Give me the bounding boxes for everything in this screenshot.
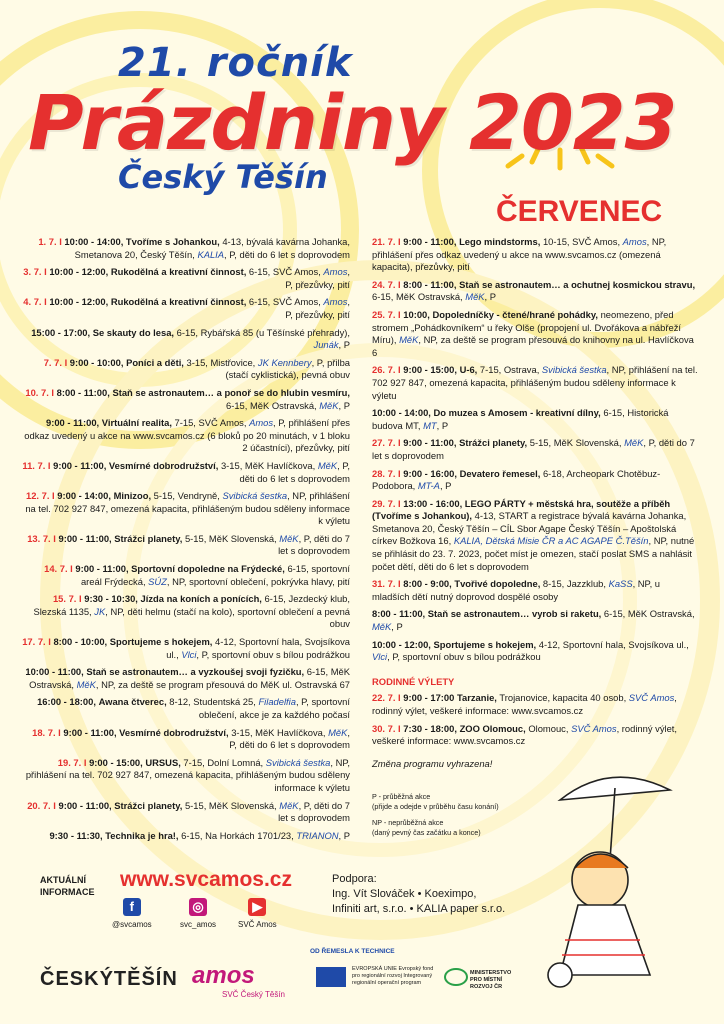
- event-name: Technika je hra!,: [105, 829, 179, 841]
- event-name: Staň se astronautem… a vyzkoušej svoji fyzičku,: [86, 666, 305, 678]
- event-tail: , NP, přihlášení na tel. 702 927 847, omezená kapacita, přihlášeným budou sděleny informace k výletu: [372, 364, 698, 401]
- event-desc: 6-15, MěK Ostravská,: [29, 666, 350, 690]
- event-time: 9:00 - 17:00: [403, 692, 455, 704]
- event-time: 9:00 - 11:00,: [403, 236, 457, 247]
- event-organizer: Amos: [323, 266, 348, 278]
- event-time: 15:00 - 17:00,: [31, 326, 91, 338]
- event-name: Sportujeme s hokejem,: [433, 638, 537, 650]
- event-extra: přihlášení přes odkaz uvedený u akce na www.svcamos.cz (6 bloků po 20 minutách, v 1 bloku 2 účastníci), přezůvky, pití: [24, 417, 350, 454]
- page-title: Prázdniny 2023: [28, 78, 677, 167]
- event-organizer: Vlci: [372, 651, 388, 663]
- event-item: [372, 279, 698, 304]
- facebook-link[interactable]: [112, 898, 152, 929]
- event-time: 9:00 - 11:00,: [58, 799, 112, 811]
- event-time: 8:00 - 11:00,: [56, 386, 110, 398]
- event-desc: 3-15, MěK Havlíčkova,: [231, 726, 326, 738]
- event-name: Dopoledníčky - čtené/hrané pohádky,: [432, 308, 598, 320]
- event-tail: , P: [484, 291, 497, 303]
- event-tail: , rodinný výlet, veškeré informace: www.svcamos.cz: [372, 692, 677, 716]
- event-desc: 8-12, Studentská 25,: [169, 696, 256, 708]
- event-time: 10:00 - 14:00,: [372, 407, 431, 419]
- event-extra: přilba (stačí cyklistická), pevná obuv: [225, 356, 350, 381]
- event-tail: , P, děti do 6 let s doprovodem: [239, 459, 350, 484]
- event-extra: sportovní oblečení a pevná obuv: [237, 605, 350, 630]
- event-item: [22, 236, 350, 261]
- sponsors: [332, 872, 505, 917]
- event-desc: 6-15, Historická budova MT,: [372, 407, 669, 431]
- event-desc: 6-15, SVČ Amos,: [248, 296, 321, 308]
- sponsors-label: Podpora:: [332, 873, 377, 885]
- event-organizer: MěK: [279, 532, 299, 544]
- event-date: 19. 7. I: [57, 756, 87, 768]
- event-item: [22, 327, 350, 352]
- event-item: [22, 417, 350, 455]
- event-date: 1. 7. I: [38, 236, 62, 247]
- event-item: [22, 387, 350, 412]
- event-date: 24. 7. I: [372, 278, 401, 290]
- event-name: Rukodělná a kreativní činnost,: [110, 266, 247, 278]
- event-tail: , P: [338, 829, 350, 841]
- event-name: Do muzea s Amosem - kreativní dílny,: [433, 407, 601, 419]
- event-time: 16:00 - 18:00,: [37, 696, 96, 708]
- event-name: Strážci planety,: [459, 437, 528, 449]
- event-item: [372, 437, 698, 462]
- event-extra: děti do 7 let s doprovodem: [278, 532, 350, 557]
- event-name: Sportovní dopoledne na Frýdecké,: [131, 563, 285, 575]
- event-desc: 4-12, Sportovní hala, Svojsíkova ul.,: [538, 638, 689, 650]
- event-extra: do MěK ul. Ostravská 67: [247, 678, 350, 690]
- event-name: Tvořivé dopoledne,: [454, 578, 541, 590]
- event-desc: 5-15, MěK Slovenská,: [184, 532, 277, 544]
- event-date: 17. 7. I: [22, 636, 51, 648]
- event-tail: , P,: [224, 248, 237, 260]
- event-date: 25. 7. I: [372, 308, 401, 320]
- event-organizer: JK Kennbery: [257, 356, 312, 368]
- event-tail: , rodinný výlet, veškeré informace: www.svcamos.cz: [372, 722, 678, 747]
- event-organizer: SÚZ: [148, 575, 167, 587]
- event-date: 27. 7. I: [372, 437, 401, 449]
- event-name: Se skauty do lesa,: [92, 326, 175, 338]
- event-desc: neomezeno, před stromem „Pohádkovníkem“ u řeky Olše (propojení ul. Dvořákova a nábřeží Míru),: [372, 308, 681, 346]
- left-event-list: [22, 236, 350, 847]
- event-organizer: TRIANON: [296, 829, 339, 841]
- event-tail: , P: [436, 419, 449, 431]
- event-time: 9:00 - 11:00,: [75, 563, 129, 575]
- event-extra: děti do 7 let s doprovodem: [278, 799, 350, 824]
- event-desc: 7-15, Ostrava,: [479, 364, 540, 376]
- event-tail: , NP, nutné se přihlásit do 23. 7. 2023, počet míst je omezen, stačí poslat SMS a nahlásit počet dětí, děti do 6 let s doprovodem: [372, 535, 695, 572]
- event-name: LEGO PÁRTY + městská hra, soutěže a příběh (Tvoříme s Johankou),: [372, 497, 671, 522]
- event-date: 15. 7. I: [52, 593, 82, 605]
- event-desc: 6-15, Na Horkách 1701/23,: [181, 829, 294, 841]
- event-tail: , P,: [295, 696, 309, 708]
- event-organizer: Svibická šestka: [541, 364, 607, 376]
- event-date: 13. 7. I: [27, 532, 56, 544]
- event-date: 14. 7. I: [44, 563, 73, 575]
- event-desc: 4-13, START a registrace bývalá kavárna Johanka, Smetanova 20, Český Těšín – CÍL Sbor Agape Český Těšín – Apoštolská církev Božkova 16,: [372, 510, 687, 547]
- event-tail: , P, přezůvky, pití: [285, 266, 350, 290]
- event-name: Poníci a děti,: [126, 356, 184, 368]
- event-name: Devatero řemesel,: [459, 467, 541, 479]
- event-time: 10:00 - 12:00,: [372, 638, 431, 650]
- event-tail: , NP, děti helmu (stačí na kolo),: [105, 605, 235, 617]
- event-item: [372, 578, 698, 603]
- event-name: Strážci planety,: [114, 799, 183, 811]
- event-item: [22, 800, 350, 825]
- event-name: Staň se astronautem… a ponoř se do hlubin vesmíru,: [112, 386, 350, 398]
- event-item: [22, 357, 350, 382]
- event-extra: sportovní oblečení, akce je za každého počasí: [198, 696, 350, 720]
- legend-np: NP - neprůběžná akce: [372, 818, 444, 827]
- event-desc: 4-13, bývalá kavárna Johanka, Smetanova 20, Český Těšín,: [74, 236, 350, 260]
- event-date: 10. 7. I: [25, 386, 55, 398]
- event-desc: 10-15, SVČ Amos,: [542, 236, 621, 247]
- event-organizer: Junák: [313, 339, 339, 351]
- eu-flag-icon: [316, 967, 346, 987]
- event-organizer: Svibická šestka: [222, 490, 288, 502]
- event-name: Strážci planety,: [114, 532, 183, 544]
- event-item: [22, 563, 350, 588]
- cesky-tesin-logo: ČESKÝTĚŠÍN: [40, 968, 178, 990]
- event-name: Virtuální realita,: [101, 417, 172, 429]
- facebook-icon: f: [123, 898, 141, 916]
- event-item: [22, 666, 350, 691]
- event-time: 9:00 - 11:00,: [63, 726, 117, 738]
- event-organizer: SVČ Amos: [571, 722, 617, 734]
- event-desc: 5-15, MěK Slovenská,: [184, 799, 277, 811]
- event-desc: 5-15, Vendryně,: [153, 490, 220, 502]
- event-name: Staň se astronautem… a ochutnej kosmickou stravu,: [459, 278, 696, 290]
- event-item: [22, 636, 350, 661]
- event-date: 31. 7. I: [372, 578, 401, 590]
- event-time: 10:00 - 12:00,: [49, 266, 109, 278]
- youtube-handle: SVČ Amos: [238, 920, 277, 929]
- event-time: 8:00 - 11:00,: [372, 608, 426, 620]
- event-date: 21. 7. I: [372, 236, 401, 247]
- event-name: URSUS,: [145, 756, 181, 768]
- event-time: 9:30 - 11:30,: [49, 829, 103, 841]
- event-tail: , P,: [273, 417, 286, 429]
- city-subtitle: Český Těšín: [118, 158, 328, 196]
- facebook-handle: @svcamos: [112, 920, 152, 929]
- event-organizer: MěK: [319, 399, 339, 411]
- right-event-list: [372, 236, 698, 770]
- event-time: 9:00 - 11:00,: [58, 532, 112, 544]
- event-item: [372, 723, 698, 748]
- event-tail: , P, děti do 7 let s doprovodem: [372, 437, 695, 461]
- amos-logo: [192, 962, 285, 999]
- event-item: [22, 830, 350, 843]
- event-desc: 4-12, Sportovní hala, Svojsíkova ul.,: [166, 636, 350, 660]
- event-organizer: KALIA: [197, 248, 225, 260]
- event-tail: , NP, přihlášení přes odkaz uvedený u akce na www.svcamos.cz (omezená kapacita), přezůvky, pití: [372, 236, 667, 273]
- event-time: 7:30 - 18:00,: [403, 722, 457, 734]
- event-date: 12. 7. I: [25, 490, 55, 502]
- amos-logo-sub: SVČ Český Těšín: [222, 990, 285, 999]
- event-desc: 6-15, SVČ Amos,: [248, 266, 321, 278]
- event-desc: 6-15, MěK Ostravská,: [372, 291, 463, 303]
- event-tail: , P, přezůvky, pití: [285, 296, 350, 320]
- event-item: [372, 608, 698, 633]
- event-time: 8:00 - 10:00,: [53, 636, 108, 648]
- instagram-link[interactable]: [180, 898, 216, 929]
- event-organizer: Filadelfia: [258, 696, 296, 708]
- event-time: 9:00 - 14:00,: [57, 490, 111, 502]
- event-time: 10:00 - 11:00,: [25, 666, 84, 678]
- event-item: [22, 533, 350, 558]
- legend: [372, 792, 552, 844]
- sponsors-line1: Ing. Vít Slováček • Koeximpo,: [332, 888, 477, 900]
- event-extra: sportovní oblečení, pokrývka hlavy, pití: [189, 575, 350, 587]
- event-organizer: KALIA, Dětská Misie ČR a AC AGAPE Č.Těšín: [453, 535, 649, 547]
- event-organizer: KaSS: [608, 578, 633, 590]
- event-tail: , NP, za deště se program přesouvá: [95, 678, 245, 690]
- month-heading: ČERVENEC: [496, 195, 663, 228]
- event-name: Jízda na koních a ponících,: [140, 593, 262, 605]
- event-desc: 6-15, sportovní areál Frýdecká,: [80, 563, 350, 587]
- event-tail: , P, děti do 6 let s doprovodem: [229, 726, 350, 751]
- event-organizer: MěK: [76, 678, 96, 690]
- event-item: [372, 236, 698, 274]
- event-date: 30. 7. I: [372, 722, 401, 734]
- event-item: [22, 757, 350, 795]
- event-desc: 6-15, Rybářská 85 (u Těšínské přehrady),: [176, 326, 350, 338]
- legend-p-note: (přijde a odejde v průběhu času konání): [372, 802, 499, 811]
- amos-logo-text: amos: [192, 962, 255, 989]
- event-desc: 7-15, SVČ Amos,: [174, 417, 247, 429]
- event-tail: , P,: [298, 799, 312, 811]
- event-desc: 6-15, MěK Ostravská,: [603, 608, 695, 620]
- event-name: Lego mindstorms,: [459, 236, 541, 247]
- event-item: [22, 696, 350, 721]
- youtube-icon: ▶: [248, 898, 266, 916]
- event-organizer: JK: [94, 605, 106, 617]
- event-item: [372, 692, 698, 717]
- event-name: Sportujeme s hokejem,: [109, 636, 213, 648]
- event-date: 18. 7. I: [32, 726, 61, 738]
- event-item: [372, 364, 698, 402]
- event-organizer: MěK: [465, 291, 485, 303]
- event-time: 9:00 - 11:00,: [403, 437, 457, 449]
- event-desc: 3-15, Mistřovice,: [186, 356, 256, 368]
- change-note: Změna programu vyhrazena!: [372, 757, 493, 769]
- event-tail: , NP, u mladších dětí nutný doprovod dospělé osoby: [372, 578, 661, 602]
- event-organizer: MěK: [372, 621, 392, 633]
- event-desc: Olomouc,: [528, 722, 569, 734]
- event-time: 9:00 - 15:00,: [89, 756, 143, 768]
- event-tail: , P,: [311, 356, 325, 368]
- event-time: 9:30 - 10:30,: [84, 593, 138, 605]
- event-time: 13:00 - 16:00,: [403, 497, 463, 509]
- event-tail: , P: [391, 621, 403, 633]
- event-name: Minizoo,: [113, 490, 152, 502]
- event-name: Tvoříme s Johankou,: [125, 236, 220, 247]
- website-link[interactable]: www.svcamos.cz: [120, 868, 292, 891]
- event-date: 26. 7. I: [372, 364, 401, 376]
- event-organizer: MěK: [399, 334, 419, 346]
- event-desc: 5-15, MěK Slovenská,: [529, 437, 622, 449]
- event-item: [22, 490, 350, 528]
- event-organizer: MT-A: [417, 480, 440, 492]
- legend-p: P - průběžná akce: [372, 792, 431, 801]
- event-item: [22, 266, 350, 291]
- event-item: [372, 309, 698, 359]
- event-date: 7. 7. I: [43, 356, 68, 368]
- event-item: [22, 593, 350, 631]
- event-desc: 6-18, Archeopark Chotěbuz-Podobora,: [372, 467, 661, 492]
- event-tail: , P, sportovní obuv s bílou podrážkou: [196, 648, 350, 660]
- event-item: [22, 727, 350, 752]
- event-date: 4. 7. I: [23, 296, 47, 308]
- event-tail: , P: [439, 480, 452, 492]
- ministry-text: MINISTERSTVO PRO MÍSTNÍ ROZVOJ ČR: [470, 970, 512, 990]
- youtube-link[interactable]: [238, 898, 277, 929]
- event-time: 9:00 - 10:00,: [69, 356, 124, 368]
- event-extra: přihlášení na tel. 702 927 847, omezená kapacita, přihlášeným budou sděleny informace k výletu: [25, 490, 350, 527]
- event-name: Tarzanie,: [456, 692, 497, 704]
- edition-label: 21. ročník: [118, 40, 353, 86]
- event-name: ZOO Olomouc,: [459, 722, 526, 734]
- event-organizer: MěK: [279, 799, 299, 811]
- sponsors-line2: Infiniti art, s.r.o. • KALIA paper s.r.o.: [332, 903, 506, 915]
- event-time: 9:00 - 11:00,: [53, 459, 107, 471]
- event-desc: Trojanovice, kapacita 40 osob,: [499, 692, 627, 704]
- ministry-icon: [444, 968, 468, 986]
- event-item: [22, 460, 350, 485]
- trips-heading: RODINNÉ VÝLETY: [372, 675, 455, 687]
- event-desc: 7-15, Dolní Lomná,: [183, 756, 264, 768]
- event-organizer: Vlci: [181, 648, 197, 660]
- event-time: 9:00 - 15:00,: [403, 364, 457, 376]
- event-tail: , P, sportovní obuv s bílou podrážkou: [387, 651, 541, 663]
- event-time: 10:00 - 12:00,: [49, 296, 109, 308]
- event-date: 28. 7. I: [372, 467, 401, 479]
- event-desc: 3-15, MěK Havlíčkova,: [220, 459, 316, 471]
- event-date: 22. 7. I: [372, 692, 401, 704]
- legend-np-note: (daný pevný čas začátku a konce): [372, 828, 481, 837]
- event-tail: , NP, za deště se program přesouvá do knihovny na ul. Havlíčkova 6: [372, 334, 694, 358]
- instagram-handle: svc_amos: [180, 920, 217, 929]
- event-tail: , NP,: [287, 490, 307, 502]
- project-name: OD ŘEMESLA K TECHNICE: [310, 948, 395, 955]
- eu-text: EVROPSKÁ UNIE Evropský fond pro regionální rozvoj Integrovaný regionální operační program: [352, 966, 434, 986]
- event-extra: děti do 6 let s doprovodem: [239, 248, 350, 260]
- instagram-icon: ◎: [189, 898, 207, 916]
- event-organizer: MěK: [328, 726, 348, 738]
- event-date: 29. 7. I: [372, 497, 401, 509]
- event-tail: , NP,: [166, 575, 187, 587]
- info-label-line1: AKTUÁLNÍ: [40, 875, 86, 885]
- event-item: [372, 407, 698, 432]
- event-name: U-6,: [459, 364, 478, 376]
- event-desc: 6-15, MěK Ostravská,: [225, 399, 317, 411]
- event-tail: , P,: [298, 532, 312, 544]
- event-name: Rukodělná a kreativní činnost,: [110, 296, 247, 308]
- event-name: Staň se astronautem… vyrob si raketu,: [427, 608, 602, 620]
- event-item: [372, 468, 698, 493]
- event-time: 8:00 - 9:00,: [403, 578, 452, 590]
- event-item: [372, 639, 698, 664]
- event-item: [22, 296, 350, 321]
- event-item: [372, 498, 698, 574]
- event-name: Awana čtverec,: [98, 696, 167, 708]
- event-organizer: Svibická šestka: [265, 756, 331, 768]
- event-extra: přihlášení na tel. 702 927 847, omezená kapacita, přihlášeným budou sděleny informace k výletu: [25, 769, 350, 793]
- info-label-line2: INFORMACE: [40, 887, 95, 897]
- event-name: Vesmírné dobrodružství,: [108, 459, 219, 471]
- event-time: 9:00 - 16:00,: [403, 467, 457, 479]
- event-desc: 8-15, Jazzklub,: [542, 578, 606, 590]
- event-organizer: Amos: [323, 296, 348, 308]
- event-date: 11. 7. I: [22, 459, 51, 471]
- event-organizer: MěK: [624, 437, 644, 449]
- info-label: [40, 874, 110, 898]
- event-tail: , NP,: [330, 756, 350, 768]
- event-name: Vesmírné dobrodružství,: [119, 726, 229, 738]
- event-organizer: SVČ Amos: [628, 692, 675, 704]
- event-time: 10:00 - 14:00,: [64, 236, 124, 247]
- event-time: 9:00 - 11:00,: [45, 417, 100, 429]
- event-organizer: MT: [423, 419, 437, 431]
- event-organizer: Amos: [622, 236, 647, 247]
- event-organizer: Amos: [249, 417, 274, 429]
- event-date: 20. 7. I: [27, 799, 56, 811]
- event-tail: , P: [338, 339, 350, 351]
- event-date: 3. 7. I: [23, 266, 47, 278]
- event-time: 10:00,: [403, 308, 430, 320]
- event-time: 8:00 - 11:00,: [403, 278, 457, 290]
- event-tail: , P: [338, 399, 350, 411]
- event-organizer: MěK: [317, 459, 338, 471]
- event-desc: 6-15, Jezdecký klub, Slezská 1135,: [33, 593, 350, 617]
